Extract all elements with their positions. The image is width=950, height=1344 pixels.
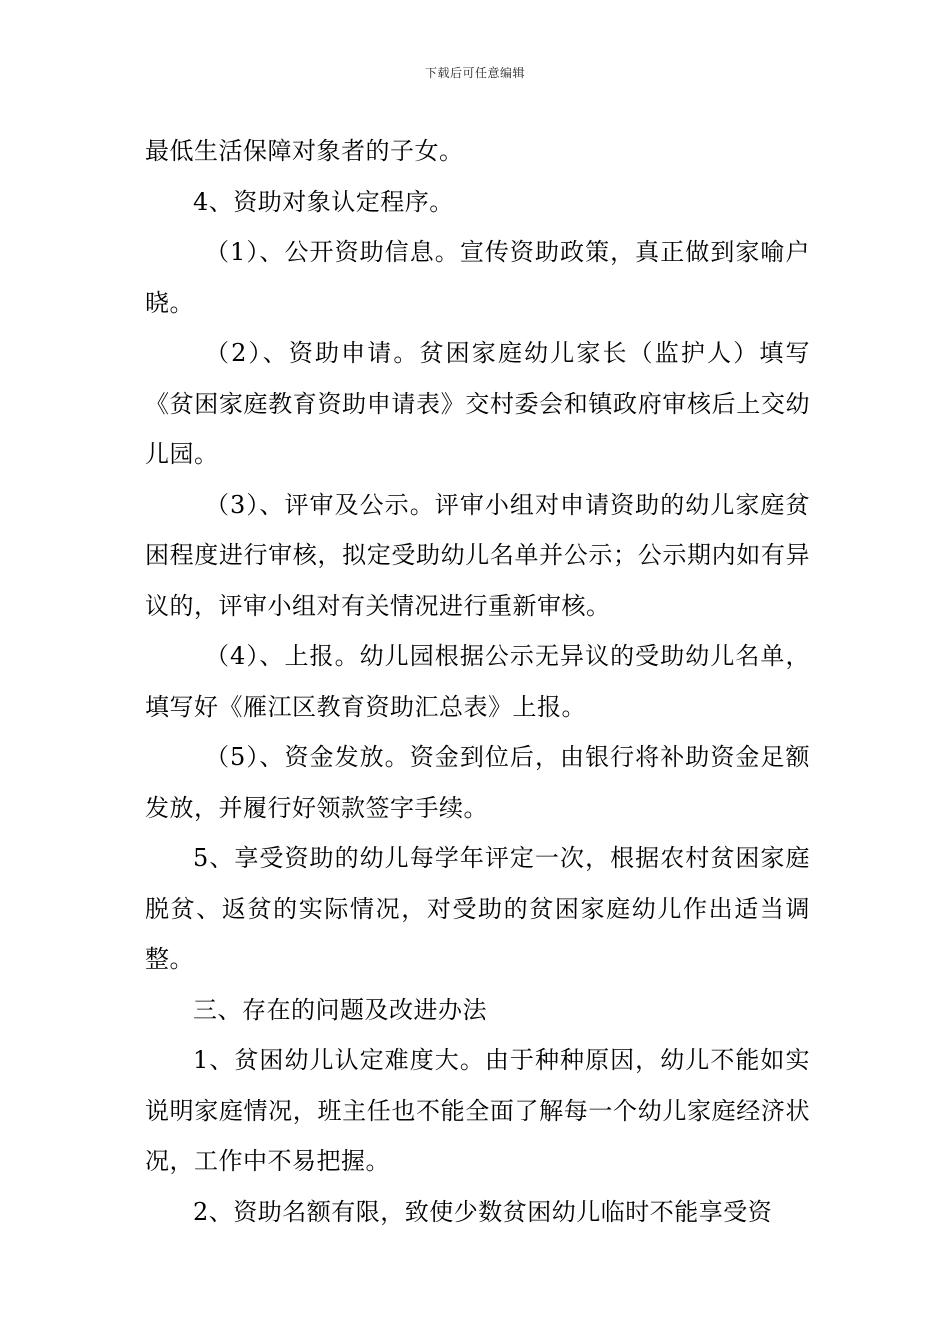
paragraph-7: （5）、资金发放。资金到位后，由银行将补助资金足额发放，并履行好领款签字手续。 — [145, 743, 810, 822]
paragraph-4: （2）、资助申请。贫困家庭幼儿家长（监护人）填写《贫困家庭教育资助申请表》交村委会和镇政府审核后上交幼儿园。 — [145, 339, 810, 468]
paragraph-10: 1、贫困幼儿认定难度大。由于种种原因，幼儿不能如实说明家庭情况，班主任也不能全面了解每一个幼儿家庭经济状况，工作中不易把握。 — [145, 1046, 810, 1175]
section-heading: 三、存在的问题及改进办法 — [193, 995, 487, 1024]
paragraph-8: 5、享受资助的幼儿每学年评定一次，根据农村贫困家庭脱贫、返贫的实际情况，对受助的贫困家庭幼儿作出适当调整。 — [145, 844, 810, 973]
paragraph-6: （4）、上报。幼儿园根据公示无异议的受助幼儿名单，填写好《雁江区教育资助汇总表》上报。 — [145, 642, 810, 721]
paragraph-3: （1）、公开资助信息。宣传资助政策，真正做到家喻户晓。 — [145, 238, 810, 317]
paragraph-11: 2、资助名额有限，致使少数贫困幼儿临时不能享受资 — [193, 1197, 773, 1226]
document-body — [145, 126, 810, 1237]
page-header-note: 下载后可任意编辑 — [424, 66, 525, 80]
paragraph-2: 4、资助对象认定程序。 — [193, 187, 454, 216]
paragraph-1: 最低生活保障对象者的子女。 — [145, 137, 464, 165]
paragraph-5: （3）、评审及公示。评审小组对申请资助的幼儿家庭贫困程度进行审核，拟定受助幼儿名单并公示；公示期内如有异议的，评审小组对有关情况进行重新审核。 — [145, 490, 810, 620]
